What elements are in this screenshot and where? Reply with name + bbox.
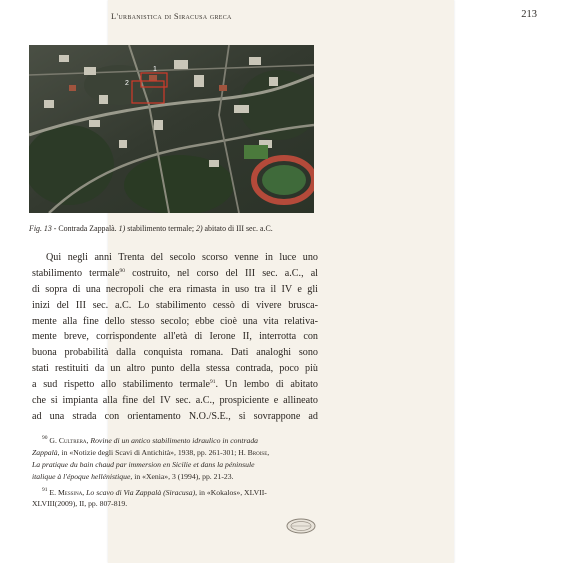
footnote-91-line: XLVIII(2009), II, pp. 807-819. bbox=[32, 499, 128, 509]
text-line: di sopra di una necropoli che era rimasta in uso tra il IV e gli bbox=[32, 283, 318, 295]
text-line: mente alla fine dello stesso secolo; ebbe cioè una vita relativa- bbox=[32, 315, 318, 327]
footnotes bbox=[32, 435, 318, 510]
aerial-photo bbox=[29, 45, 314, 213]
text-line: inizi del III sec. a.C. Lo stabilimento cessò di vivere brusca- bbox=[32, 299, 318, 311]
aerial-photo-image bbox=[29, 45, 314, 213]
footnote-90-line: Zappalà, in «Notizie degli Scavi di Antichità», 1938, pp. 261-301; H. Broise, bbox=[32, 447, 270, 457]
footnote-90-line: $^{90}$ G. Cultrera, Rovine di un antico stabilimento idraulico in contrada bbox=[42, 435, 259, 445]
body-paragraph bbox=[32, 250, 318, 425]
library-stamp bbox=[286, 518, 316, 534]
text-line: ad una strada con orientamento N.O./S.E., si sovrappone ad bbox=[32, 410, 318, 422]
figure-label: Fig. 13 - bbox=[29, 224, 57, 233]
caption-text: 2) bbox=[196, 224, 203, 233]
footnote-ref[interactable]: 91 bbox=[210, 379, 216, 386]
text-line: a sud rispetto allo stabilimento termale$^{91}$. Un lembo di abitato bbox=[32, 379, 318, 391]
text-line: che si impianta alla fine del IV sec. a.C., prospiciente e allineato bbox=[32, 395, 318, 407]
text-line: mente breve, corrispondente all'età di Ierone II, interrotta con bbox=[32, 331, 318, 343]
footnote-ref[interactable]: 90 bbox=[119, 267, 125, 274]
footnote-90-line: italique à l'époque hellénistique, in «Xenia», 3 (1994), pp. 21-23. bbox=[32, 471, 234, 481]
figure-caption bbox=[29, 224, 329, 233]
caption-text: stabilimento termale; bbox=[125, 224, 196, 233]
text-line: Qui negli anni Trenta del secolo scorso venne in luce uno bbox=[46, 252, 318, 263]
caption-text: 1) bbox=[118, 224, 126, 233]
text-line: stati restituiti da un altro punto della stessa contrada, poco più bbox=[32, 363, 318, 375]
footnote-91-line: $^{91}$ E. Messina, Lo scavo di Via Zappalà (Siracusa), in «Kokalos», XLVII- bbox=[42, 486, 267, 497]
marker-label-1: 1 bbox=[153, 66, 157, 73]
footnote-number: 90 bbox=[42, 435, 48, 441]
text-line: stabilimento termale$^{90}$ costruito, nel corso del III sec. a.C., al bbox=[32, 267, 318, 279]
text-line: buona probabilità dalla conquista romana. Dati analoghi sono bbox=[32, 347, 318, 359]
caption-text: Contrada Zappalà. bbox=[56, 224, 119, 233]
page-number: 213 bbox=[521, 9, 537, 20]
footnote-90-line: La pratique du bain chaud par immersion en Sicilie et dans la péninsule bbox=[32, 459, 255, 469]
marker-label-2: 2 bbox=[125, 80, 129, 87]
running-head: L'urbanistica di Siracusa greca bbox=[111, 11, 232, 21]
footnote-number: 91 bbox=[42, 486, 48, 493]
caption-text: abitato di III sec. a.C. bbox=[202, 224, 273, 233]
